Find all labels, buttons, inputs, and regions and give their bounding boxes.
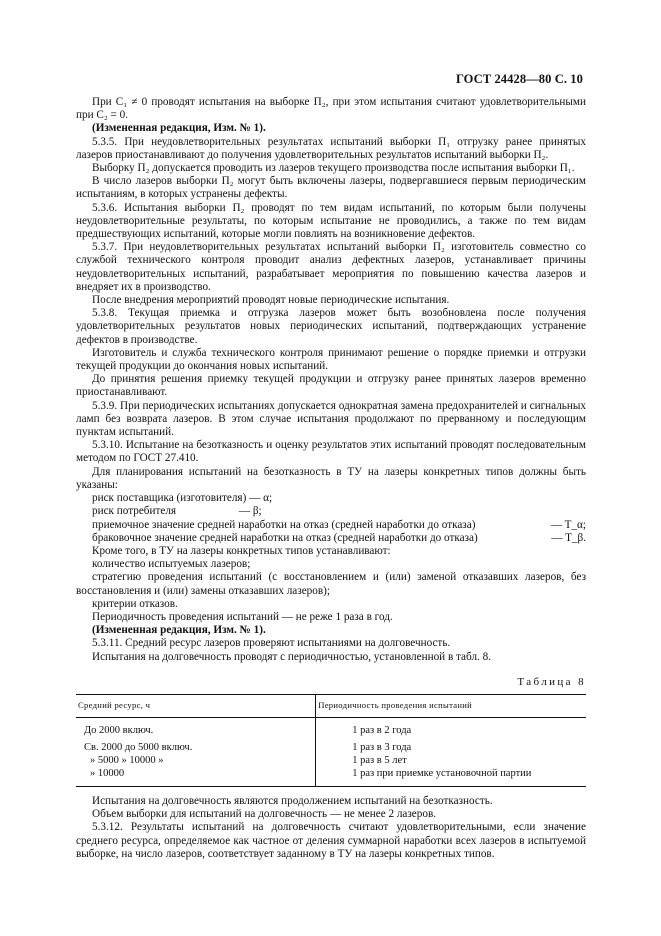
table-caption: Таблица 8 [517, 675, 586, 688]
list-item [76, 519, 586, 532]
table-cell: 1 раз при приемке установочной партии [316, 767, 586, 787]
paragraph: Периодичность проведения испытаний — не реже 1 раза в год. [92, 610, 393, 623]
list-item [76, 505, 586, 518]
list-item-symbol: — T_α; [550, 518, 586, 531]
table-row [76, 767, 586, 787]
table-cell: До 2000 включ. [76, 717, 316, 741]
after-table-block [76, 795, 586, 861]
table-row [76, 717, 586, 741]
list-item: стратегию проведения испытаний (с восстановлением и (или) заменой отказавших лазеров, без восстановления и (или) замены отказавших лазеров); [76, 571, 586, 597]
paragraph: Для планирования испытаний на безотказность в ТУ на лазеры конкретных типов должны быть указаны: [76, 465, 586, 491]
list-item: критерии отказов. [92, 597, 178, 610]
table-cell: Св. 2000 до 5000 включ. [76, 741, 316, 754]
revision-note: (Измененная редакция, Изм. № 1). [92, 624, 266, 637]
table-cell: 1 раз в 2 года [352, 724, 412, 736]
clause-5-3-8: 5.3.8. Текущая приемка и отгрузка лазеров может быть возобновлена после получения удовлетворительных результатов новых периодических испытаний, подтверждающих устранение дефектов в производстве. [76, 307, 586, 346]
revision-note: (Измененная редакция, Изм. № 1). [92, 122, 266, 135]
clause-5-3-7: 5.3.7. При неудовлетворительных результатах испытаний выборки П₂ изготовитель совместно со службой технического контроля проводит анализ дефектных лазеров, устанавливает причины неудовлетворительных испытаний, разрабатывает мероприятия по повышению качества лазеров и внедряет их в производство. [76, 241, 586, 293]
clause-5-3-10: 5.3.10. Испытание на безотказность и оценку результатов этих испытаний проводят последовательным методом по ГОСТ 27.410. [76, 439, 586, 465]
paragraph: При C₁ ≠ 0 проводят испытания на выборке П₂, при этом испытания считают удовлетворительными при C₂ = 0. [76, 96, 586, 122]
column-header: Средний ресурс, ч [76, 694, 316, 717]
paragraph: До принятия решения приемку текущей продукции и отгрузку ранее принятых лазеров временно приостанавливают. [76, 373, 586, 399]
paragraph: Кроме того, в ТУ на лазеры конкретных типов устанавливают: [92, 544, 391, 557]
clause-5-3-9: 5.3.9. При периодических испытаниях допускается однократная замена предохранителей и сигнальных ламп без возврата лазеров. В этом случае испытания продолжают по прерванному и последующим пунктам испытаний. [76, 399, 586, 439]
table-8 [76, 694, 586, 787]
table-row [76, 754, 586, 767]
list-item-symbol: — β; [238, 505, 262, 518]
table-row [76, 741, 586, 754]
document-body [76, 96, 586, 861]
list-item: количество испытуемых лазеров; [92, 558, 251, 571]
list-item [76, 532, 586, 545]
paragraph: В число лазеров выборки П₂ могут быть включены лазеры, подвергавшиеся первым периодическим испытаниям, в которых устранены дефекты. [76, 175, 586, 201]
list-item-label: браковочное значение средней наработки на отказ (средней наработки до отказа) [92, 531, 478, 544]
list-item-label: приемочное значение средней наработки на отказ (средней наработки до отказа) [92, 518, 476, 531]
paragraph: Объем выборки для испытаний на долговечность — не менее 2 лазеров. [92, 808, 437, 821]
list-item-symbol: — T_β. [551, 531, 586, 544]
paragraph: Испытания на долговечность являются продолжением испытаний на безотказность. [92, 794, 493, 807]
list-item-label: риск потребителя [92, 505, 177, 518]
table-cell: 1 раз в 5 лет [352, 754, 407, 766]
paragraph: После внедрения мероприятий проводят новые периодические испытания. [92, 294, 450, 307]
table-cell: » 10000 [76, 767, 316, 787]
paragraph: Выборку П₂ допускается проводить из лазеров текущего производства после испытания выборки П₁. [92, 162, 575, 175]
table-cell: 1 раз в 3 года [352, 741, 412, 753]
column-header: Периодичность проведения испытаний [316, 694, 586, 717]
table-cell: » 5000 » 10000 » [76, 754, 316, 767]
list-item: риск поставщика (изготовителя) — α; [92, 492, 273, 505]
paragraph: Изготовитель и служба технического контроля принимают решение о порядке приемки и отгрузки текущей продукции до окончания новых испытаний. [76, 346, 586, 373]
clause-5-3-5: 5.3.5. При неудовлетворительных результатах испытаний выборки П₁ отгрузку ранее принятых лазеров приостанавливают до получения удовлетворительных результатов испытаний выборки П₂. [76, 135, 586, 161]
clause-5-3-11: 5.3.11. Средний ресурс лазеров проверяют испытаниями на долговечность. [92, 637, 451, 650]
page-header: ГОСТ 24428—80 С. 10 [455, 72, 583, 86]
clause-5-3-12: 5.3.12. Результаты испытаний на долговечность считают удовлетворительными, если значение среднего ресурса, определяемое как частное от деления суммарной наработки всех лазеров в испытуемой выборке, на число лазеров, соответствует заданному в ТУ на лазеры конкретных типов. [76, 821, 586, 860]
table-header-row [76, 694, 586, 717]
paragraph: Испытания на долговечность проводят с периодичностью, установленной в табл. 8. [92, 650, 492, 663]
clause-5-3-6: 5.3.6. Испытания выборки П₂ проводят по тем видам испытаний, по которым были получены неудовлетворительные результаты, по которым испытание не проводились, а также по тем видам предшествующих испытаний, которые могли повлиять на возникновение дефектов. [76, 201, 586, 241]
